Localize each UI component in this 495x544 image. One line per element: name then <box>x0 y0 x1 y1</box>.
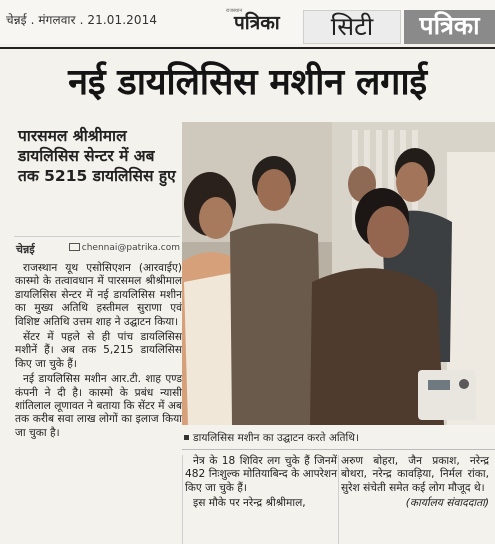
body-paragraph: अरुण बोहरा, जैन प्रकाश, नरेन्द्र बोथरा, नरेन्द्र कावड़िया, निर्मल रांका, सुरेश संचेती समेत कई लोग मौजूद थे। <box>341 455 489 494</box>
photo-illustration <box>182 122 495 425</box>
photo-caption <box>182 431 495 447</box>
byline <box>14 236 180 259</box>
column-divider <box>338 455 339 544</box>
caption-rule <box>182 449 495 450</box>
byline-email-text: chennai@patrika.com <box>81 243 180 253</box>
section-label: सिटी <box>330 12 374 41</box>
brand-name: पत्रिका <box>419 11 480 40</box>
patrika-logo-small <box>226 4 298 32</box>
body-column-3 <box>341 455 489 513</box>
deck-subheadline: पारसमल श्रीश्रीमाल डायलिसिस सेन्टर में अब तक 5215 डायलिसिस हुए <box>18 127 176 185</box>
section-label-box <box>303 10 401 44</box>
body-column-1 <box>15 262 182 442</box>
signoff: (कार्यालय संवाददाता) <box>405 497 489 510</box>
envelope-icon <box>69 243 80 251</box>
body-paragraph: नेत्र के 18 शिविर लग चुके हैं जिनमें 482 निःशुल्क मोतियाबिन्द के आपरेशन किए जा चुके हैं। <box>185 455 337 494</box>
logo-small-word: पत्रिका <box>234 12 280 34</box>
column-divider <box>182 455 183 544</box>
byline-email <box>69 243 180 253</box>
brand-box <box>404 10 495 44</box>
body-paragraph: सेंटर में पहले से ही पांच डायलिसिस मशीनें हैं। अब तक 5,215 डायलिसिस किए जा चुके हैं। <box>15 331 182 370</box>
caption-text: डायलिसिस मशीन का उद्घाटन करते अतिथि। <box>193 432 359 444</box>
body-paragraph: नई डायलिसिस मशीन आर.टी. शाह एण्ड कंपनी ने दी है। कास्मो के प्रबंध न्यासी शांतिलाल लूणावत ने बताया कि सेंटर में अब तक करीब सवा लाख लोगों का इलाज किया जा चुका है। <box>15 373 182 439</box>
logo-mark: राजस्थान <box>226 8 243 14</box>
body-paragraph: राजस्थान यूथ एसोसिएशन (आरवाईए) कास्मो के तत्वावधान में पारसमल श्रीश्रीमाल डायलिसिस सेन्टर में नई डायलिसिस मशीन का मुख्य अतिथि हस्तीमल सुराणा एवं विशिष्ट अतिथि उत्तम शाह ने उद्घाटन किया। <box>15 262 182 328</box>
news-photo <box>182 122 495 425</box>
headline: नई डायलिसिस मशीन लगाई <box>68 62 427 103</box>
byline-place: चेन्नई <box>16 243 35 256</box>
dateline: चेन्नई . मंगलवार . 21.01.2014 <box>6 13 158 27</box>
body-paragraph: इस मौके पर नरेन्द्र श्रीश्रीमाल, <box>193 497 306 510</box>
caption-bullet <box>184 435 189 440</box>
body-column-2 <box>185 455 337 513</box>
header-rule <box>0 47 495 49</box>
